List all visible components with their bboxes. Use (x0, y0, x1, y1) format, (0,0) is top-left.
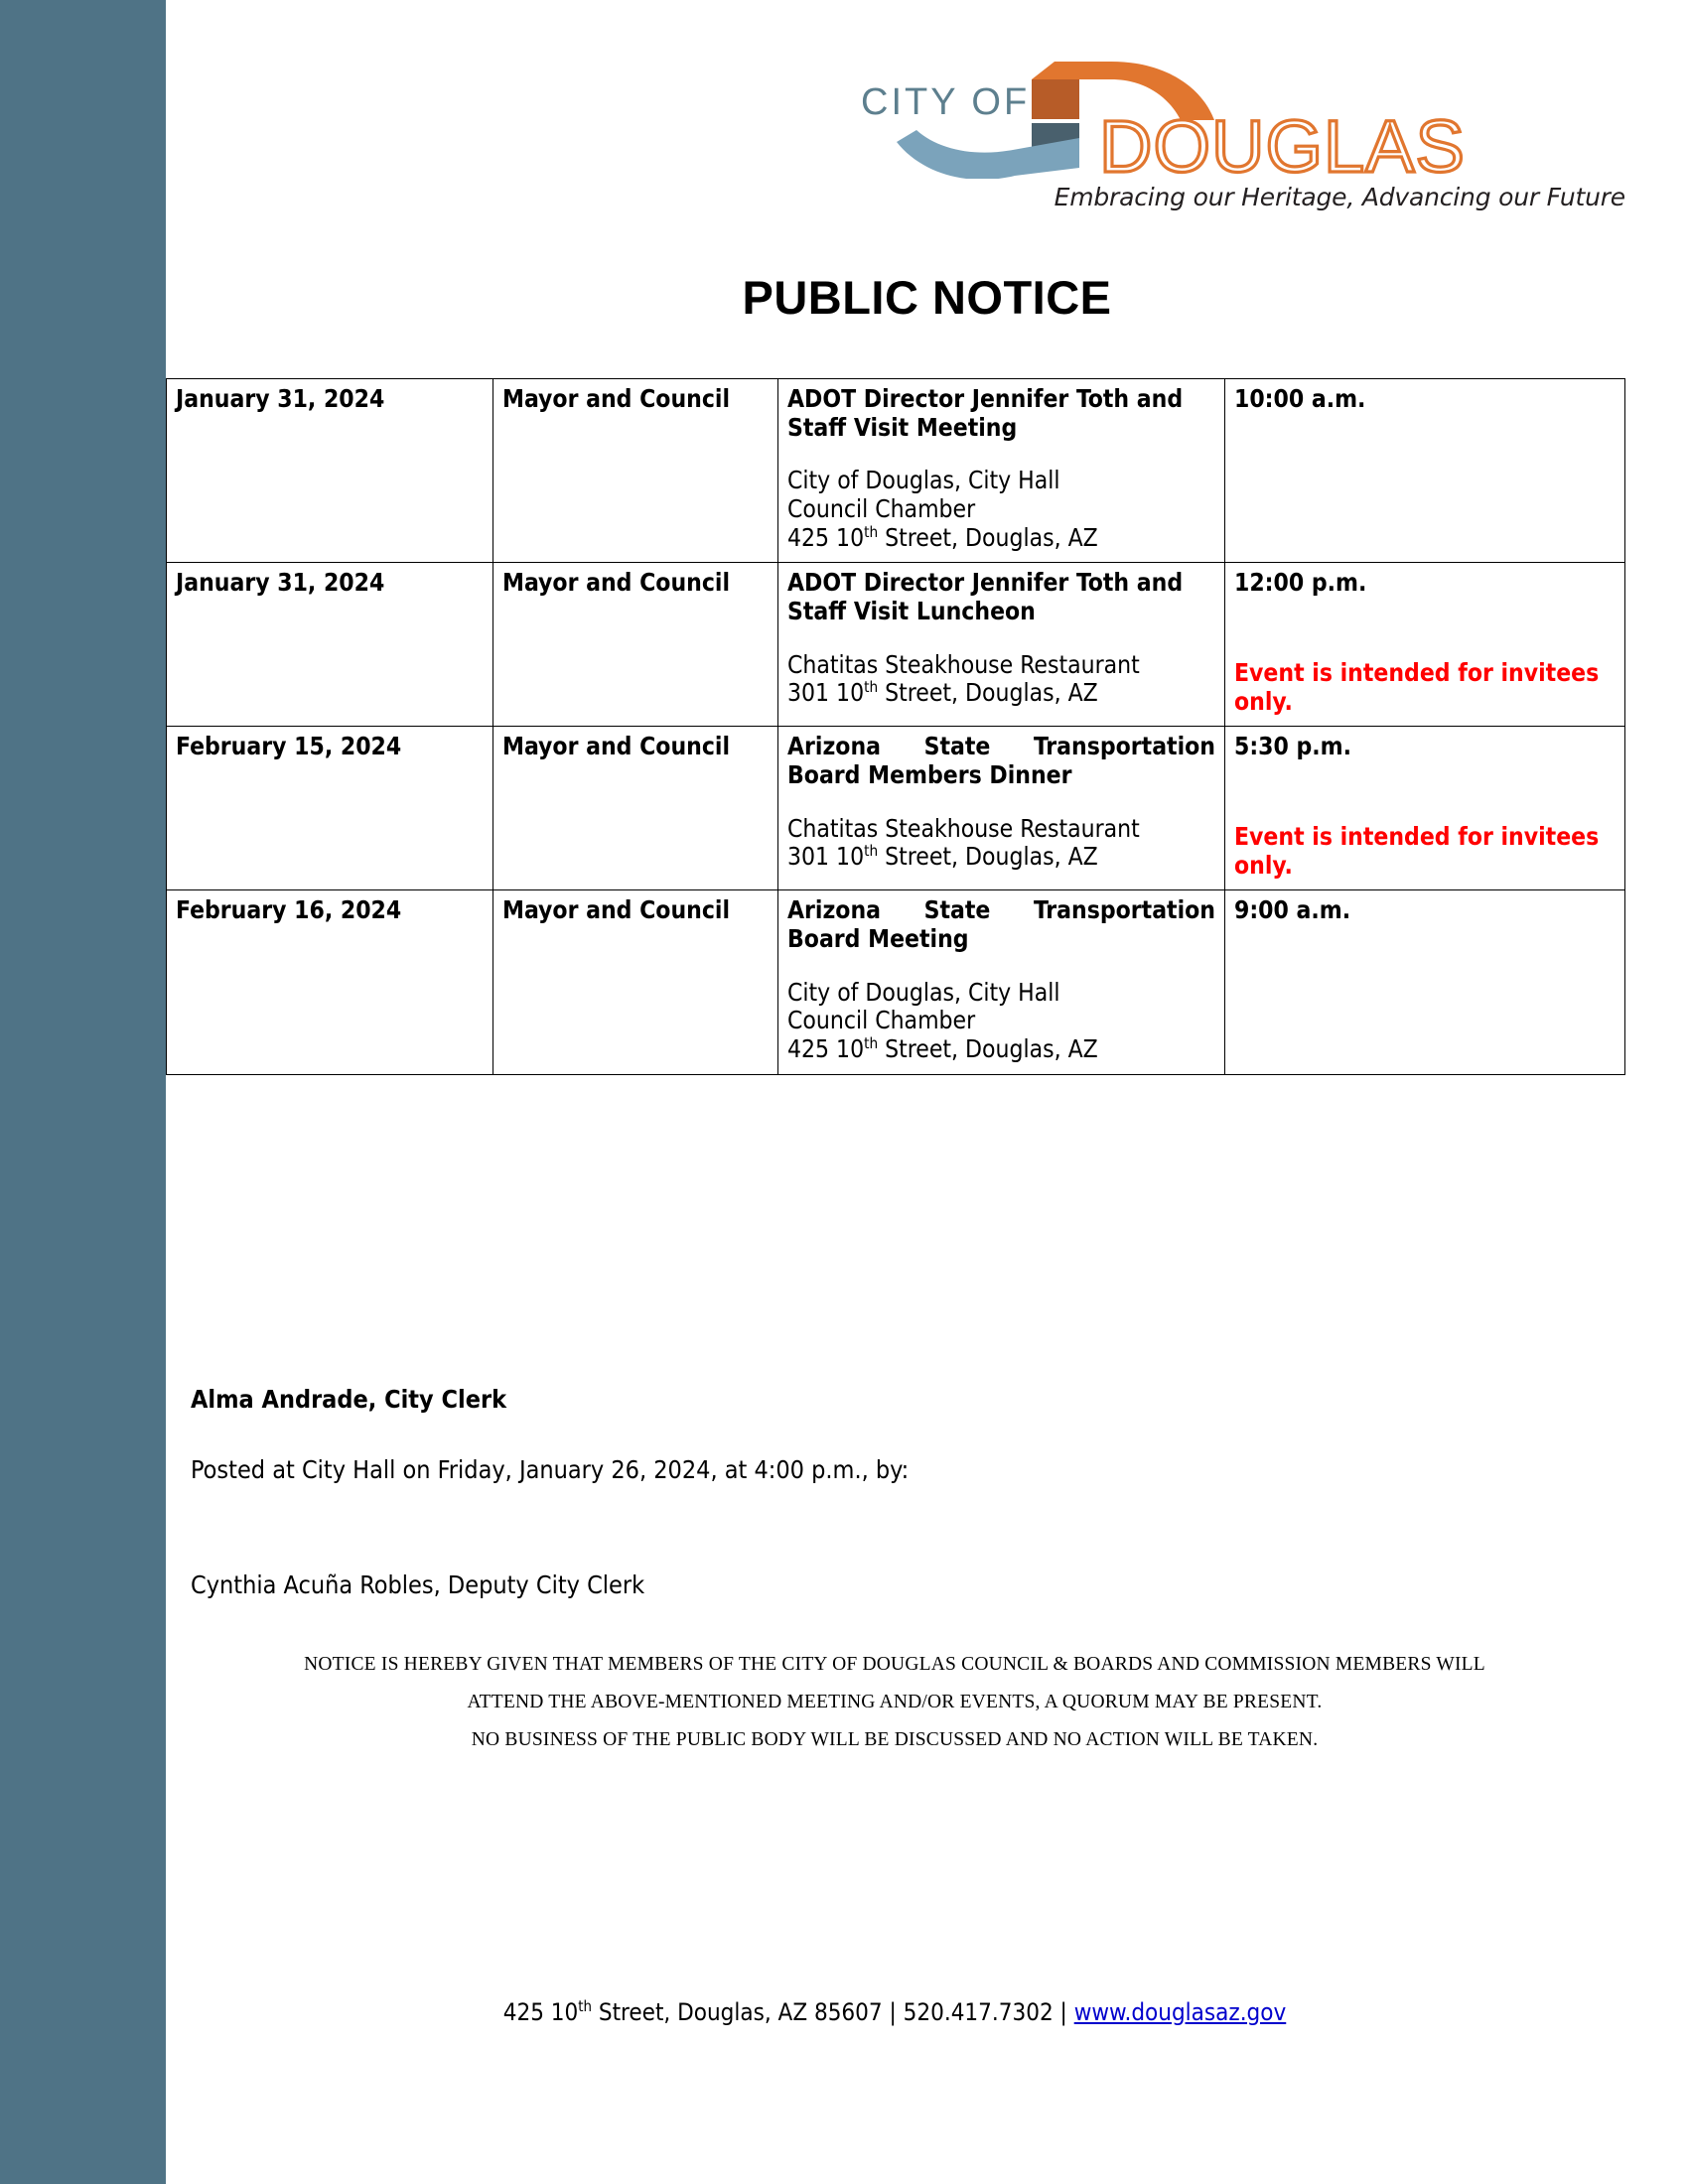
legal-notice-line-2: ATTEND THE ABOVE-MENTIONED MEETING AND/OR EVENTS, A QUORUM MAY BE PRESENT. (467, 1692, 1323, 1713)
cell-event-description (778, 379, 1225, 563)
cell-event-description (778, 563, 1225, 727)
address-ordinal: th (864, 678, 879, 697)
cell-event-description (778, 727, 1225, 890)
address-ordinal: th (864, 522, 879, 541)
spacer (787, 790, 1215, 815)
cell-public-body: Mayor and Council (493, 727, 778, 890)
table-row (167, 727, 1625, 890)
table-row (167, 890, 1625, 1074)
footer-separator-2: | (1053, 1998, 1074, 2026)
address-rest: Street, Douglas, AZ (878, 522, 1098, 552)
event-title: ADOT Director Jennifer Toth and Staff Visit Meeting (787, 384, 1184, 442)
event-time: 9:00 a.m. (1234, 895, 1351, 925)
deputy-clerk-name: Cynthia Acuña Robles, Deputy City Clerk (191, 1570, 645, 1599)
city-clerk-name: Alma Andrade, City Clerk (191, 1385, 507, 1414)
event-location-line: Chatitas Steakhouse Restaurant (787, 813, 1140, 843)
cell-public-body: Mayor and Council (493, 563, 778, 727)
address-rest: Street, Douglas, AZ (878, 1033, 1098, 1063)
footer-address-number: 425 10 (502, 1998, 579, 2026)
table-row (167, 563, 1625, 727)
event-location-line: Council Chamber (787, 1006, 976, 1035)
spacer (1234, 761, 1616, 823)
left-accent-bar (0, 0, 166, 2184)
public-notice-table (166, 378, 1625, 1075)
event-time: 12:00 p.m. (1234, 568, 1367, 598)
footer-phone: 520.417.7302 (903, 1998, 1054, 2026)
event-location-line: City of Douglas, City Hall (787, 977, 1060, 1007)
event-address-line (787, 524, 1215, 553)
page-title: PUBLIC NOTICE (742, 271, 1112, 324)
posted-statement: Posted at City Hall on Friday, January 26, 2024, at 4:00 p.m., by: (191, 1455, 910, 1484)
address-rest: Street, Douglas, AZ (878, 678, 1098, 708)
footer-website-link[interactable]: www.douglasaz.gov (1073, 1998, 1287, 2026)
spacer (1234, 598, 1616, 659)
invitees-only-note: Event is intended for invitees only. (1234, 657, 1600, 716)
cell-event-description (778, 890, 1225, 1074)
cell-time (1225, 890, 1625, 1074)
legal-notice-line-1: NOTICE IS HEREBY GIVEN THAT MEMBERS OF THE CITY OF DOUGLAS COUNCIL & BOARDS AND COMMISSION MEMBERS WILL (304, 1654, 1485, 1675)
event-address-line (787, 843, 1215, 872)
spacer (787, 954, 1215, 979)
cell-date: January 31, 2024 (167, 563, 493, 727)
event-location-line: Chatitas Steakhouse Restaurant (787, 649, 1140, 679)
city-of-douglas-logo-icon (851, 55, 1625, 179)
table-row (167, 379, 1625, 563)
invitees-only-note: Event is intended for invitees only. (1234, 821, 1600, 880)
event-location-line: Council Chamber (787, 493, 976, 523)
spacer (787, 626, 1215, 651)
footer-address-rest: Street, Douglas, AZ 85607 (592, 1998, 883, 2026)
cell-date: February 15, 2024 (167, 727, 493, 890)
cell-time (1225, 727, 1625, 890)
event-title: ADOT Director Jennifer Toth and Staff Visit Luncheon (787, 568, 1184, 625)
event-address-line (787, 679, 1215, 708)
event-time: 5:30 p.m. (1234, 732, 1351, 761)
cell-time (1225, 563, 1625, 727)
footer-address-ordinal: th (578, 1997, 592, 2015)
document-page (166, 0, 1688, 2184)
event-address-line (787, 1035, 1215, 1064)
address-number: 425 10 (787, 522, 865, 552)
legal-notice-block (166, 1646, 1623, 1759)
address-ordinal: th (864, 1033, 879, 1052)
address-ordinal: th (864, 842, 879, 861)
event-title: Arizona State Transportation Board Meeting (787, 895, 1215, 953)
logo-douglas-text: DOUGLAS (1099, 105, 1466, 179)
address-number: 301 10 (787, 678, 865, 708)
event-title: Arizona State Transportation Board Members Dinner (787, 732, 1215, 789)
event-time: 10:00 a.m. (1234, 384, 1366, 413)
cell-time (1225, 379, 1625, 563)
cell-date: January 31, 2024 (167, 379, 493, 563)
cell-date: February 16, 2024 (167, 890, 493, 1074)
city-logo (851, 55, 1625, 223)
event-location-line: City of Douglas, City Hall (787, 466, 1060, 495)
footer-separator-1: | (882, 1998, 904, 2026)
legal-notice-line-3: NO BUSINESS OF THE PUBLIC BODY WILL BE DISCUSSED AND NO ACTION WILL BE TAKEN. (471, 1729, 1319, 1751)
address-rest: Street, Douglas, AZ (878, 842, 1098, 872)
spacer (787, 442, 1215, 467)
address-number: 425 10 (787, 1033, 865, 1063)
logo-city-of-text: CITY OF (861, 81, 1031, 123)
cell-public-body: Mayor and Council (493, 890, 778, 1074)
address-number: 301 10 (787, 842, 865, 872)
page-footer (166, 1998, 1623, 2026)
logo-tagline: Embracing our Heritage, Advancing our Future (1054, 183, 1625, 211)
cell-public-body: Mayor and Council (493, 379, 778, 563)
